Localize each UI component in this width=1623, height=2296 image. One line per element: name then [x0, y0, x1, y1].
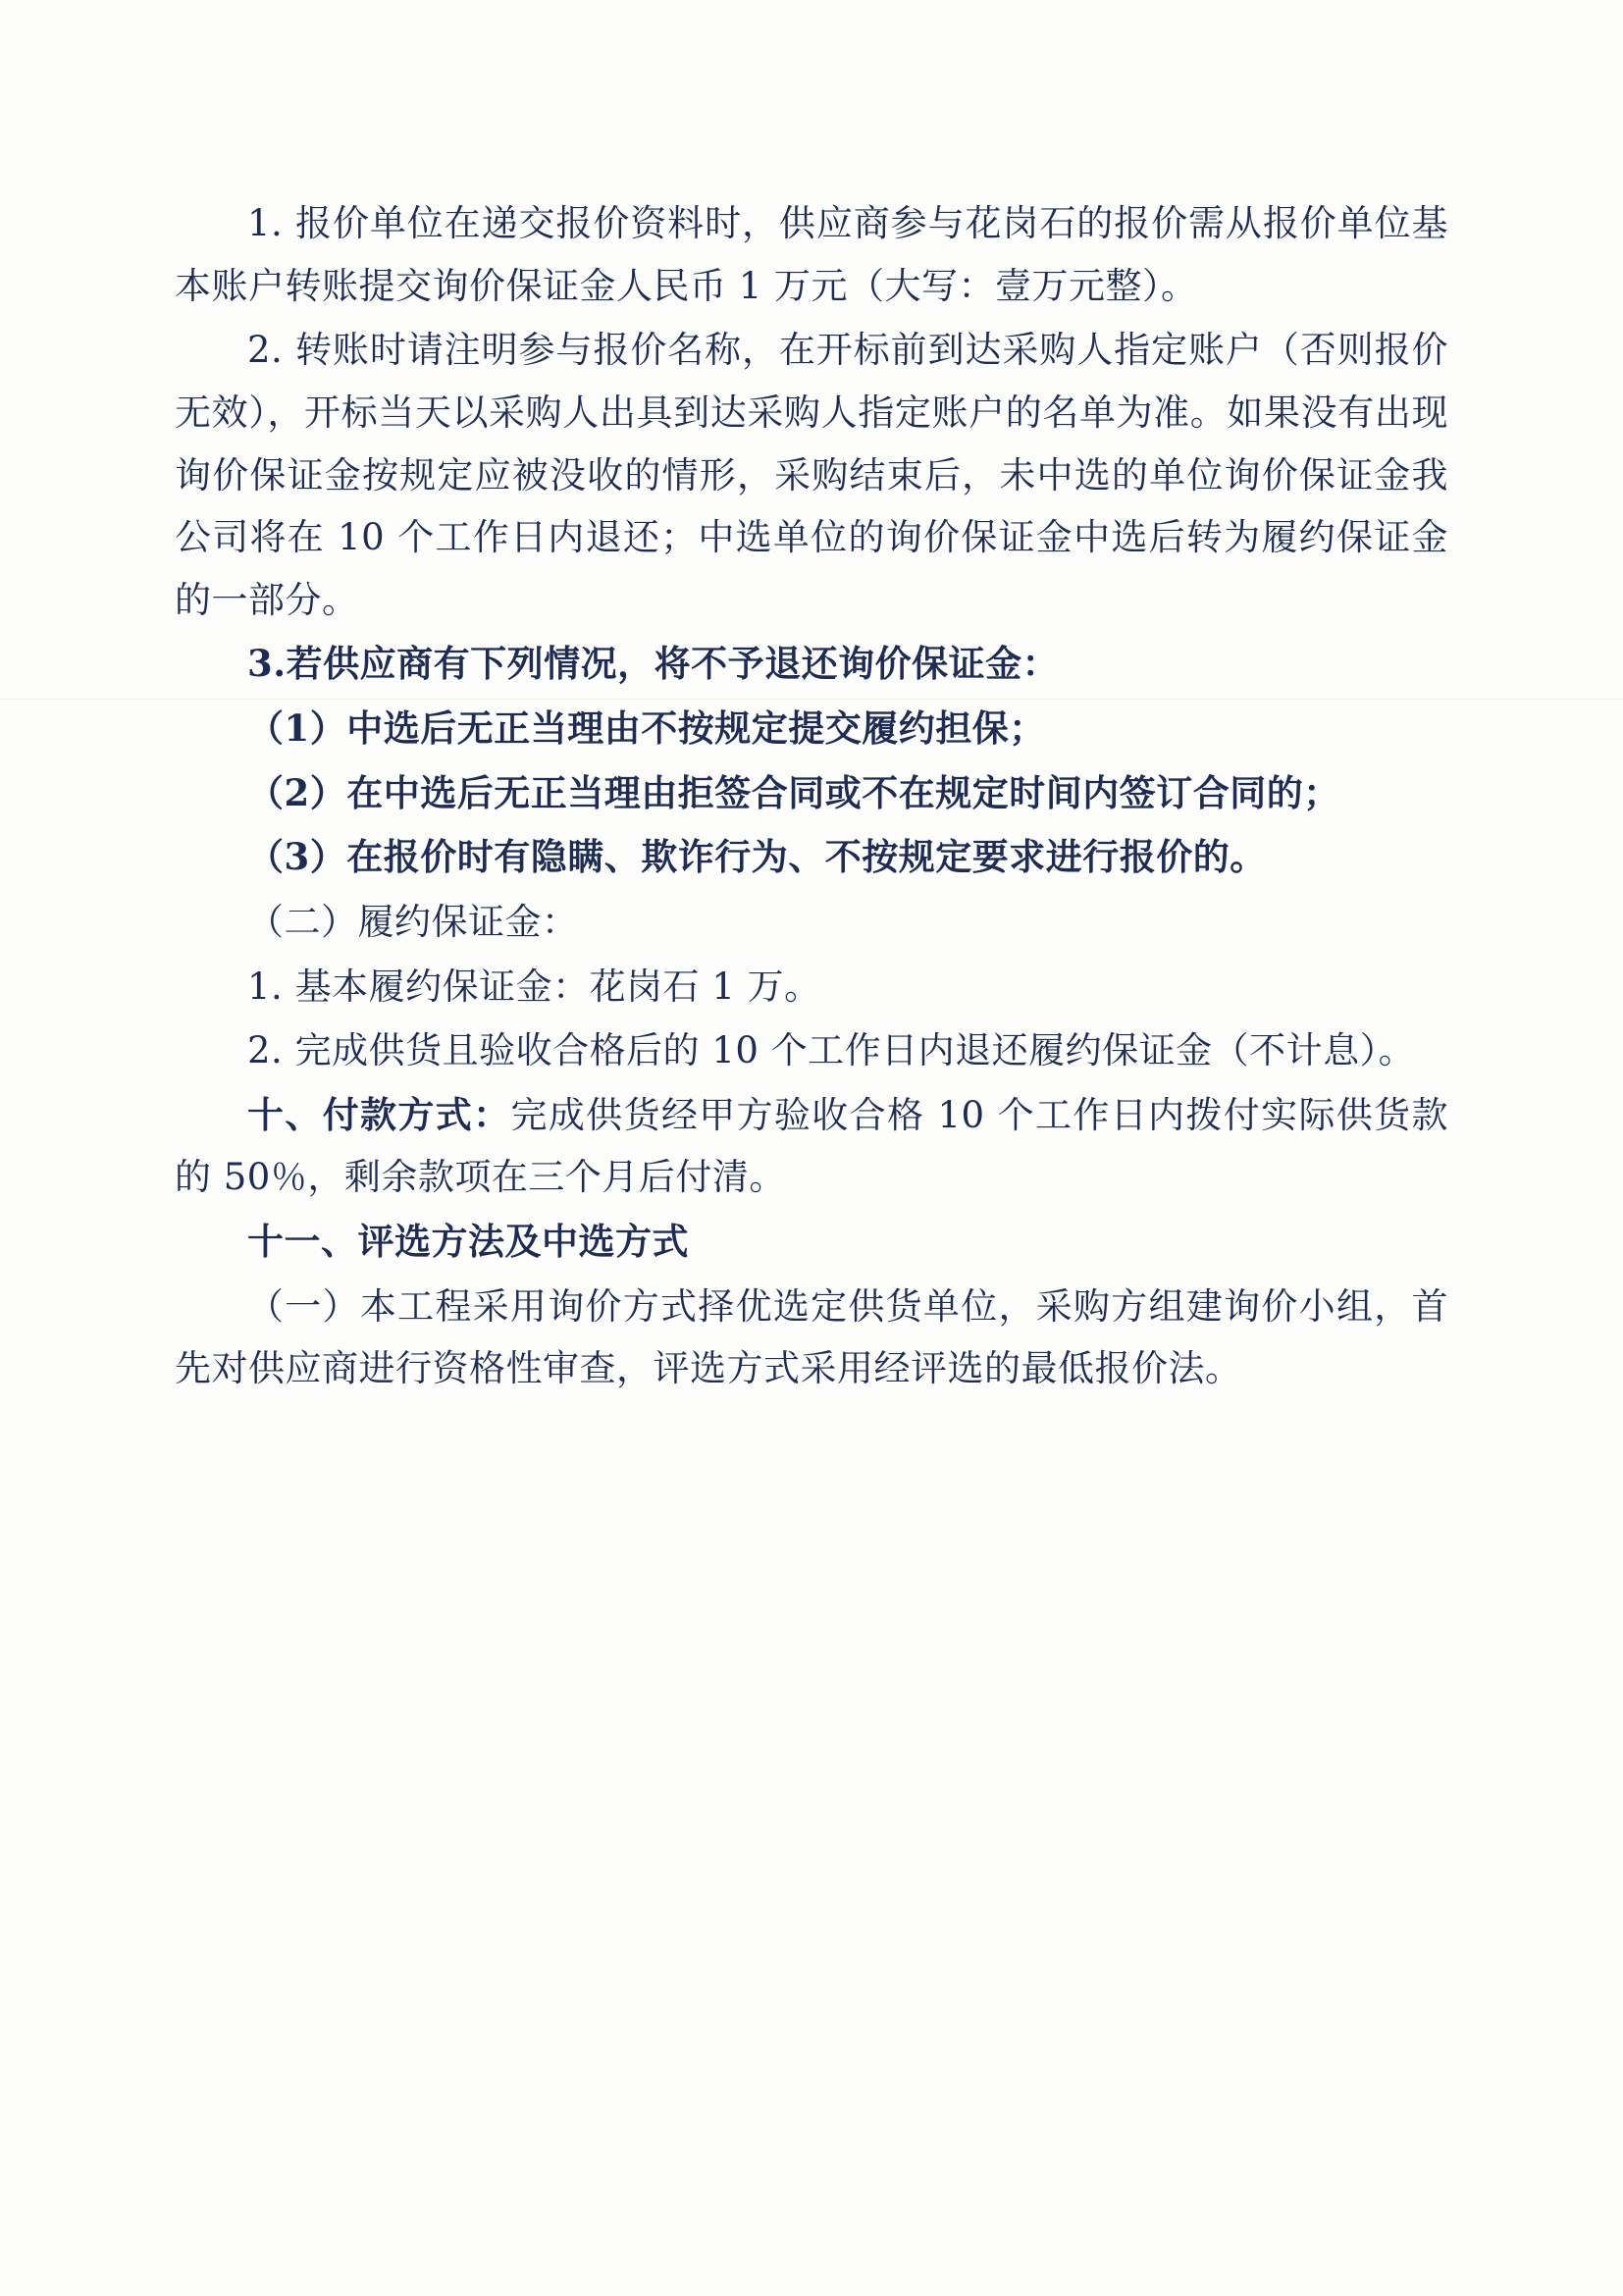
page-margin-bottom: [0, 2149, 1623, 2296]
paragraph-7-section-2: （二）履约保证金：: [247, 900, 579, 943]
paragraph-4-item-1: （1）中选后无正当理由不按规定提交履约担保；: [247, 706, 1046, 750]
paragraph-9: 2. 完成供货且验收合格后的 10 个工作日内退还履约保证金（不计息）。: [247, 1029, 1416, 1072]
paragraph-11-heading-eleven: 十一、评选方法及中选方式: [247, 1220, 689, 1263]
paragraph-5-item-2: （2）在中选后无正当理由拒签合同或不在规定时间内签订合同的；: [247, 770, 1340, 814]
paragraph-3: 3.若供应商有下列情况，将不予退还询价保证金：: [247, 642, 1060, 686]
paragraph-1: 1. 报价单位在递交报价资料时，供应商参与花岗石的报价需从报价单位基本账户转账提交询价保证金人民币 1 万元（大写：壹万元整）。: [175, 202, 1448, 307]
paragraph-12: （一）本工程采用询价方式择优选定供货单位，采购方组建询价小组，首先对供应商进行资格性审查，评选方式采用经评选的最低报价法。: [175, 1284, 1448, 1390]
paragraph-10-payment: [175, 1084, 1448, 1209]
paragraph-2: 2. 转账时请注明参与报价名称，在开标前到达采购人指定账户（否则报价无效），开标当天以采购人出具到达采购人指定账户的名单为准。如果没有出现询价保证金按规定应被没收的情形，采购结束后，未中选的单位询价保证金我公司将在 10 个工作日内退还；中选单位的询价保证金中选后转为履约保证金的一部分。: [175, 329, 1448, 621]
document-body: [175, 192, 1448, 1402]
paragraph-6-item-3: （3）在报价时有隐瞒、欺诈行为、不按规定要求进行报价的。: [247, 835, 1267, 879]
paragraph-8: 1. 基本履约保证金：花岗石 1 万。: [247, 965, 821, 1008]
payment-text: 完成供货经甲方验收合格 10 个工作日内拨付实际供货款的 50％，剩余款项在三个月后付清。: [175, 1093, 1449, 1199]
payment-heading: 十、付款方式：: [247, 1092, 511, 1136]
